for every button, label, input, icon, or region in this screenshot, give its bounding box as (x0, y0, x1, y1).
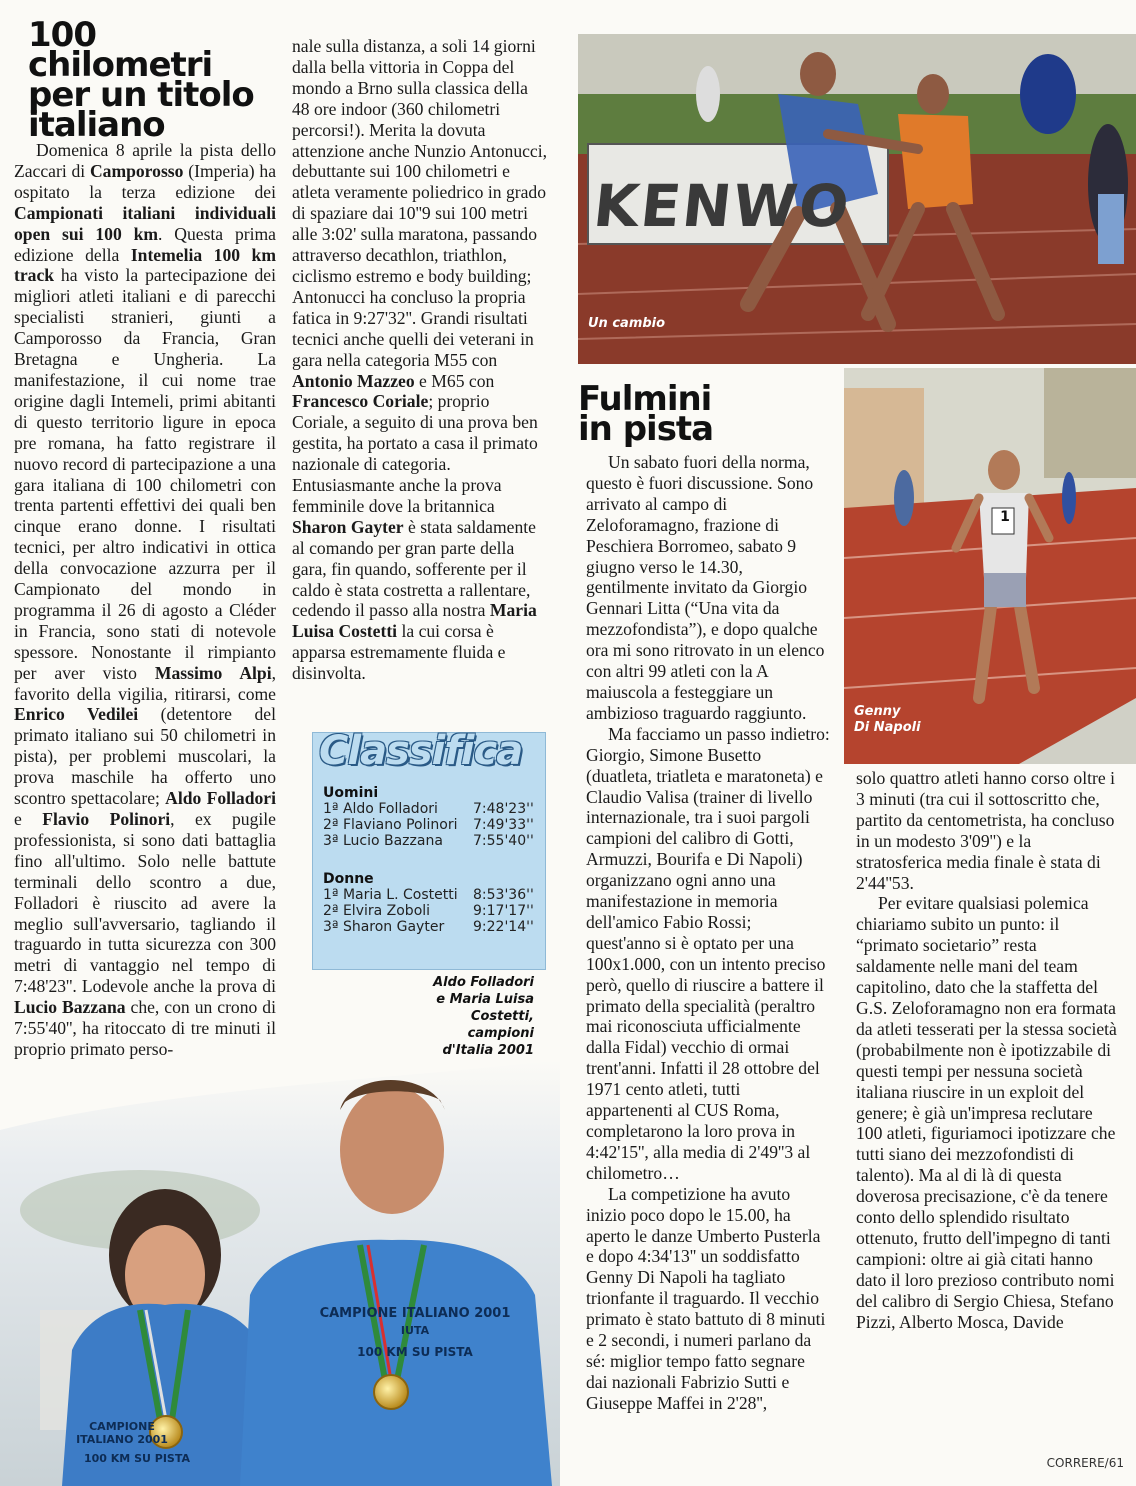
caption-line: Costetti, (470, 1009, 534, 1024)
champions-photo-art (0, 1000, 560, 1486)
article-headline (28, 15, 268, 145)
shirt-text: IUTA (400, 1324, 430, 1337)
article1-column-1: Domenica 8 aprile la pista dello Zaccari di Camporosso (Imperia) ha ospitato la terza edizione dei Campionati italiani individuali open sui 100 km. Questa prima edizione della Intemelia 100 km track ha visto la partecipazione dei migliori atleti italiani e di parecchi specialisti stranieri, giunti a Camporosso da Francia, Gran Bretagna e Ungheria. La manifestazione, il cui nome trae origine dagli Intemeli, primi abitanti di questo territorio ligure in epoca pre romana, ha fatto registrare il nuovo record di partecipazione a una gara italiana di 100 chilometri con trenta partenti effettivi dei quali ben cinque erano donne. I risultati tecnici, per altro indicativi in ottica della convocazione azzurra per il Campionato del mondo in programma il 26 di agosto a Cléder in Francia, sono stati di notevole spessore. Nonostante il rimpianto per aver visto Massimo Alpi, favorito della vigilia, ritirarsi, come Enrico Vedilei (detentore del primato italiano sui 50 chilometri in pista), per problemi muscolari, la prova maschile ha offerto uno scontro spettacolare; Aldo Folladori e Flavio Polinori, ex pugile professionista, si sono dati battaglia fino all'ultimo. Solo nelle battute terminali dello scontro a due, Folladori è riuscito ad avere la meglio sull'avversario, tagliando il traguardo in tutta sicurezza con 300 metri di vantaggio nel tempo di 7:48'23''. Lodevole anche la prova di Lucio Bazzana che, con un crono di 7:55'40'', ha ritoccato di tre minuti il proprio primato perso- (14, 140, 277, 1059)
classifica-men (323, 785, 538, 849)
relay-caption: Un cambio (588, 316, 666, 331)
classifica-title: Classifica (319, 728, 523, 774)
page-footer: CORRERE/61 (1046, 1456, 1124, 1470)
champions-photo (0, 1000, 560, 1486)
genny-caption (854, 704, 921, 736)
shirt-text: 100 KM SU PISTA (357, 1345, 473, 1359)
bib-number: 1 (1000, 509, 1010, 525)
classifica-row: 3ª Lucio Bazzana 7:55'40'' (323, 833, 534, 849)
headline-line: Fulmini (578, 379, 712, 419)
champions-caption (408, 974, 534, 1059)
classifica-row: 1ª Maria L. Costetti 8:53'36'' (323, 887, 534, 903)
headline-line: per un titolo (28, 75, 254, 115)
headline-line: italiano (28, 105, 165, 145)
caption-line: campioni (467, 1026, 534, 1041)
headline-line: chilometri (28, 45, 213, 85)
genny-photo (844, 368, 1136, 764)
shirt-text: CAMPIONE ITALIANO 2001 (76, 1420, 168, 1446)
shirt-text: 100 KM SU PISTA (83, 1452, 190, 1465)
headline-line: 100 (28, 15, 96, 55)
classifica-section-heading: Uomini (323, 785, 379, 801)
classifica-row: 3ª Sharon Gayter 9:22'14'' (323, 919, 534, 935)
headline-line: in pista (578, 409, 714, 449)
classifica-women (323, 871, 538, 935)
article2-column-2: solo quattro atleti hanno corso oltre i 3 minuti (tra cui il sottoscritto che, partito da centometrista, ha concluso in un modesto 3'09'') e la stratosferica media finale è stata di 2'44''53. Per evitare qualsiasi polemica chiariamo subito un punto: il “primato societario” resta saldamente nelle mani del team capitolino, dato che la staffetta del G.S. Zeloforamagno non era formata da atleti tesserati per la stessa società (probabilmente non è ipotizzabile di questi tempi per nessuna società italiana riuscire in un exploit del genere; è già un'impresa reclutare 100 atleti, figuriamoci ipotizzare che tutti siano dei mezzofondisti di talento). Ma al di là di questa doverosa precisazione, c'è da tenere conto dello splendido risultato ottenuto, frutto dell'impegno di tanti campioni: oltre ai già citati hanno dato il loro prezioso contributo nomi del calibro di Sergio Chiesa, Stefano Pizzi, Alberto Mosca, Davide (856, 768, 1117, 1332)
kenwood-banner-text: KENWO (590, 172, 854, 240)
relay-photo (578, 34, 1136, 364)
classifica-section-heading: Donne (323, 871, 374, 887)
classifica-box (312, 728, 546, 970)
caption-line: Genny (854, 704, 901, 719)
caption-line: Aldo Folladori (433, 975, 534, 990)
caption-line: Di Napoli (854, 720, 921, 735)
article2-column-1: Un sabato fuori della norma, questo è fuori discussione. Sono arrivato al campo di Zeloforamagno, frazione di Peschiera Borromeo, sabato 9 giugno verso le 14.30, gentilmente invitato da Giorgio Gennari Litta (“Una vita da mezzofondista”), e dopo qualche ora mi sono ritrovato in un elenco con altri 99 atleti con la A maiuscola a festeggiare un ambizioso traguardo raggiunto. Ma facciamo un passo indietro: Giorgio, Simone Busetto (duatleta, triatleta e maratoneta) e Claudio Valisa (trainer di livello internazionale, tra i suoi pargoli campioni del calibro di Gotti, Armuzzi, Bourifa e Di Napoli) organizzano ogni anno una manifestazione in memoria dell'amico Fabio Rossi; quest'anno si è optato per una 100x1.000, con un intento preciso però, quello di riuscire a battere il primato della specialità (peraltro mai riconosciuta ufficialmente dalla Fidal) vecchio di ormai trent'anni. Infatti il 28 ottobre del 1971 cento atleti, tutti appartenenti al CUS Roma, completarono la loro prova in 4:42'15'', alla media di 2'49''3 al chilometro… La competizione ha avuto inizio poco dopo le 15.00, ha aperto le danze Umberto Pusterla e dopo 4:34'13'' un soddisfatto Genny Di Napoli ha tagliato trionfante il traguardo. Il vecchio primato è stato battuto di 8 minuti e 2 secondi, i numeri parlano da sé: miglior tempo fatto segnare dai nazionali Fabrizio Sutti e Giuseppe Maffei in 2'28'', (586, 452, 830, 1413)
article2-headline (578, 379, 838, 449)
article1-column-2: nale sulla distanza, a soli 14 giorni dalla bella vittoria in Coppa del mondo a Brno sulla classica della 48 ore indoor (360 chilometri percorsi!). Merita la dovuta attenzione anche Nunzio Antonucci, debuttante sui 100 chilometri e atleta veramente poliedrico in grado di spaziare dai 10''9 sui 100 metri alle 3:02' sulla maratona, passando attraverso decathlon, triathlon, ciclismo estremo e body building; Antonucci ha concluso la propria fatica in 9:27'32''. Grandi risultati tecnici anche quelli dei veterani in gara nella categoria M55 con Antonio Mazzeo e M65 con Francesco Coriale; proprio Coriale, a seguito di una prova ben gestita, ha portato a casa il primato nazionale di categoria. Entusiasmante anche la prova femminile dove la britannica Sharon Gayter è stata saldamente al comando per gran parte della gara, fin quando, sofferente per il caldo è stata costretta a rallentare, cedendo il passo alla nostra Maria Luisa Costetti la cui corsa è apparsa estremamente fluida e disinvolta. (292, 36, 548, 684)
shirt-text: CAMPIONE ITALIANO 2001 (319, 1306, 511, 1321)
caption-line: d'Italia 2001 (442, 1043, 534, 1058)
classifica-row: 2ª Elvira Zoboli 9:17'17'' (323, 903, 534, 919)
classifica-row: 1ª Aldo Folladori 7:48'23'' (323, 801, 534, 817)
caption-line: e Maria Luisa (436, 992, 534, 1007)
classifica-row: 2ª Flaviano Polinori 7:49'33'' (323, 817, 534, 833)
